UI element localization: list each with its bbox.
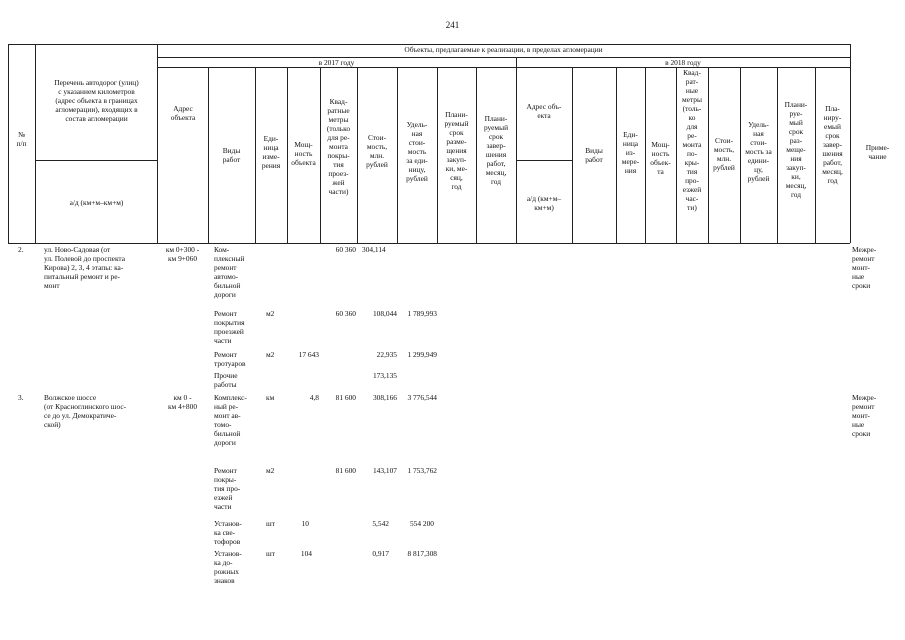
y18-address-header: Адрес объ- екта (526, 102, 562, 120)
unit-cost-value: 1 753,762 (407, 466, 437, 475)
work-type: Ремонт покрытия проезжей части (214, 309, 245, 345)
y18-power-header: Мощ- ность объек- та (650, 140, 671, 176)
cost-value: 308,166 (372, 393, 397, 402)
road-name: Волжское шоссе (от Красноглинского шос- се до ул. Демократиче- ской) (44, 393, 127, 429)
sqm-value: 81 600 (335, 393, 356, 402)
y18-plan-purchase-header: Плани- руе- мый срок раз- меще- ния закуп- ки, месяц, год (784, 100, 808, 199)
cost-value: 304,114 (362, 245, 386, 254)
col-list-subheader: а/д (км+м–км+м) (69, 198, 124, 207)
y18-unit-cost-header: Удель- ная стои- мость за едини- цу, рублей (745, 120, 772, 183)
unit-cost-value: 8 817,308 (407, 549, 437, 558)
power-value: 104 (300, 549, 312, 558)
y18-cost-header: Стои- мость, млн. рублей (713, 136, 735, 172)
y18-unit-header: Еди- ница из- мере- ния (621, 130, 640, 175)
year-2017-header: в 2017 году (318, 58, 355, 67)
y17-plan-purchase-header: Плани- руемый срок разме- щения закуп- ки, ме- сяц, год (444, 110, 469, 191)
row-note: Межре- ремонт монт- ные сроки (852, 393, 877, 438)
note-header: Приме- чание (865, 143, 890, 161)
year-2018-header: в 2018 году (665, 58, 701, 67)
sqm-value: 60 360 (335, 245, 356, 254)
y17-plan-finish-header: Плани- руемый срок завер- шения работ, месяц, год (483, 114, 509, 186)
y18-address-subheader: а/д (км+м– км+м) (526, 194, 562, 212)
row-note: Межре- ремонт монт- ные сроки (852, 245, 877, 290)
sqm-value: 81 600 (335, 466, 356, 475)
work-type: Прочие работы (214, 371, 238, 389)
y18-sqm-header: Квад- рат- ные метры (толь- ко для ре- монта по- кры- тия про- езжей час- ти) (682, 68, 702, 212)
cost-value: 108,044 (372, 309, 397, 318)
power-value: 4,8 (309, 393, 319, 402)
row-number: 2. (18, 245, 24, 254)
y17-power-header: Мощ- ность объекта (291, 140, 316, 167)
cost-value: 143,107 (372, 466, 397, 475)
col-address-header: Адрес объекта (170, 104, 196, 122)
y17-work-header: Виды работ (222, 146, 241, 164)
work-type: Установ- ка све- тофоров (214, 519, 242, 546)
unit-value: м2 (266, 309, 275, 318)
cost-value: 22,935 (376, 350, 397, 359)
road-address: км 0+300 - км 9+060 (165, 245, 200, 263)
work-type: Ком- плексный ремонт автомо- бильной дороги (214, 245, 245, 299)
unit-cost-value: 3 776,544 (407, 393, 437, 402)
page-number: 241 (445, 20, 460, 30)
work-type: Ремонт покры- тия про- езжей части (214, 466, 241, 511)
unit-value: км (266, 393, 275, 402)
y17-cost-header: Стои- мость, млн. рублей (366, 133, 388, 169)
unit-cost-value: 554 200 (409, 519, 434, 528)
y17-unit-header: Еди- ница изме- рения (261, 134, 281, 170)
row-number: 3. (18, 393, 24, 402)
work-type: Ремонт тротуаров (214, 350, 246, 368)
work-type: Комплекс- ный ре- монт ав- томо- бильной дороги (214, 393, 247, 447)
y18-plan-finish-header: Пла- ниру- емый срок завер- шения работ, месяц, год (822, 104, 843, 185)
unit-value: шт (266, 519, 275, 528)
y17-sqm-header: Квад- ратные метры (только для ре- монта покры- тия проез- жей части) (326, 97, 351, 196)
sqm-value: 60 360 (335, 309, 356, 318)
power-value: 10 (301, 519, 309, 528)
road-name: ул. Ново-Садовая (от ул. Полевой до проспекта Кирова) 2, 3, 4 этапы: ка- питальный ремонт и ре- монт (44, 245, 126, 290)
unit-cost-value: 1 299,949 (407, 350, 437, 359)
cost-value: 0,917 (372, 549, 389, 558)
col-list-header: Перечень автодорог (улиц) с указанием километров (адрес объекта в границах агломерации), входящих в состав агломерации (54, 78, 139, 123)
y18-work-header: Виды работ (585, 146, 603, 164)
unit-value: м2 (266, 466, 275, 475)
unit-value: м2 (266, 350, 275, 359)
cost-value: 173,135 (372, 371, 397, 380)
power-value: 17 643 (298, 350, 319, 359)
col-num-header: № п/п (16, 130, 27, 148)
group-title: Объекты, предлагаемые к реализации, в пределах агломерации (404, 45, 603, 54)
unit-value: шт (266, 549, 275, 558)
road-address: км 0 - км 4+800 (167, 393, 198, 411)
work-type: Установ- ка до- рожных знаков (214, 549, 242, 585)
y17-unit-cost-header: Удель- ная стои- мость за еди- ницу, рублей (406, 120, 428, 183)
cost-value: 5,542 (372, 519, 389, 528)
unit-cost-value: 1 789,993 (407, 309, 437, 318)
